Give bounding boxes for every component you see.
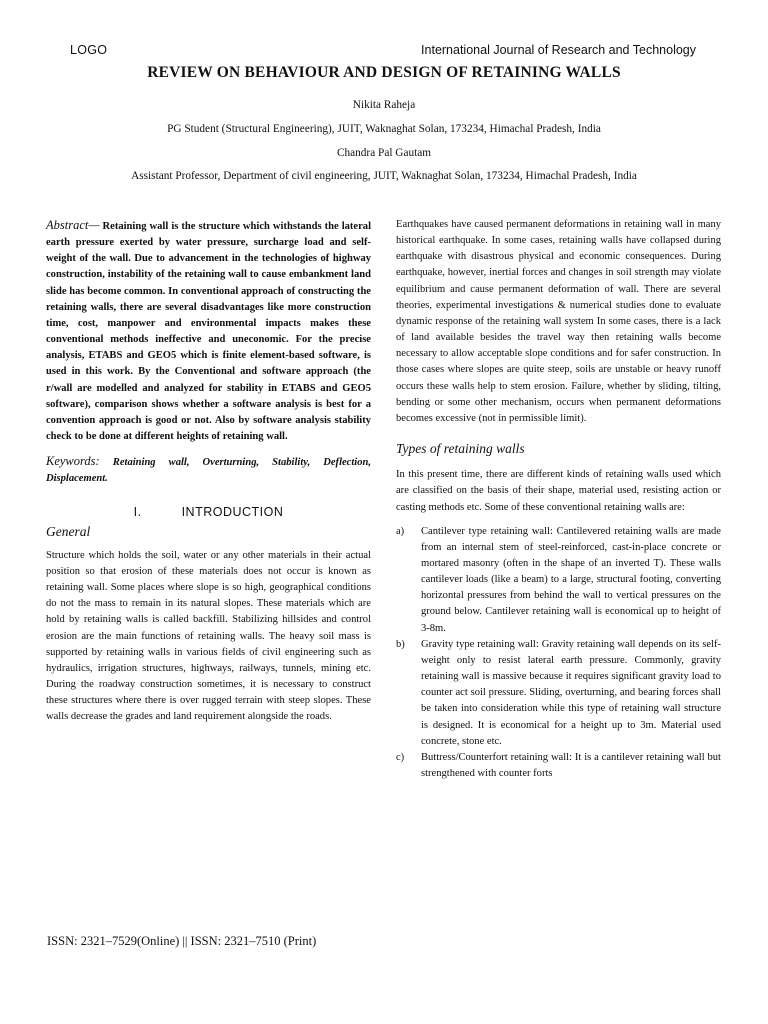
subheading-types-of-retaining-walls: Types of retaining walls (396, 441, 525, 457)
list-item (396, 524, 721, 637)
author-affiliation-2: Assistant Professor, Department of civil engineering, JUIT, Waknaghat Solan, 173234, Himachal Pradesh, India (131, 170, 637, 182)
list-item-text: Cantilever type retaining wall: Cantilevered retaining walls are made from an internal stem of steel-reinforced, cast-in-place concrete or mortared masonry (often in the shape of an inverted T). These walls cantilever loads (like a beam) to a large, structural footing, converting horizontal pressures from behind the wall to vertical pressures on the ground below. Cantilever retaining wall is economical up to height of 3-8m. (421, 525, 721, 634)
types-intro-paragraph: In this present time, there are different kinds of retaining walls used which are classified on the basis of their shape, material used, resisting action or casting methods etc. Some of these conventional retaining walls are: (396, 469, 721, 513)
subheading-general: General (46, 523, 91, 539)
header-logo: LOGO (70, 43, 108, 57)
footer-issn: ISSN: 2321–7529(Online) || ISSN: 2321–7510 (Print) (47, 934, 317, 948)
author-name-1: Nikita Raheja (352, 99, 416, 111)
list-item-text: Gravity type retaining wall: Gravity retaining wall depends on its self-weight only to resist lateral earth pressure. Commonly, gravity retaining wall is massive because it requires significant gravity load to counter act soil pressure. Sliding, overturning, and bearing forces shall be taken into consideration while this type of retaining wall structure is designed. It is economical for a height up to 3m. Material used concrete, stone etc. (421, 638, 721, 747)
section-heading-introduction (46, 504, 371, 520)
author-affiliation-1: PG Student (Structural Engineering), JUIT, Waknaghat Solan, 173234, Himachal Pradesh, India (167, 123, 601, 135)
list-marker: a) (396, 525, 405, 537)
list-item (396, 637, 721, 750)
author-name-2: Chandra Pal Gautam (336, 147, 432, 159)
right-column (396, 217, 721, 782)
paper-title: REVIEW ON BEHAVIOUR AND DESIGN OF RETAINING WALLS (147, 64, 621, 81)
keywords-label: Keywords: (46, 454, 100, 469)
list-marker: c) (396, 751, 405, 763)
list-item (396, 750, 721, 782)
abstract-label: Abstract— (46, 218, 100, 232)
list-marker: b) (396, 638, 405, 650)
left-column (46, 217, 371, 726)
keywords (46, 453, 371, 487)
retaining-wall-types-list (396, 524, 721, 783)
keywords-text: Retaining wall, Overturning, Stability, Deflection, Displacement. (46, 457, 371, 485)
introduction-paragraph: Structure which holds the soil, water or any other materials in their actual position so that erosion of these materials does not occur is known as retaining wall. Some places where slope is so high, geographical conditions do not the mass to remain in its natural slopes. These materials which are hold by retaining walls is called backfill. Stabilizing hillsides and control erosion are the main functions of retaining walls. The heavy soil mass is supported by retaining walls in various fields of civil engineering such as hydraulics, irrigation structures, highways, railways, tunnels, mining etc. During the roadway construction sometimes, it is necessary to construct these structures where there is over rugged terrain with steep slopes. These walls decrease the grades and land requirement alongside the roads. (46, 549, 371, 723)
header-journal-name: International Journal of Research and Technology (421, 43, 696, 57)
list-item-text: Buttress/Counterfort retaining wall: It is a cantilever retaining wall but strengthened with counter forts (421, 751, 721, 779)
section-title: INTRODUCTION (181, 504, 284, 519)
abstract (46, 217, 371, 445)
abstract-text: Retaining wall is the structure which withstands the lateral earth pressure exerted by water pressure, surcharge load and self-weight of the wall. Due to advancement in the technologies of highway construction, instability of the retaining wall to cause embankment land slide has become common. In conventional approach of constructing the retaining walls, there are several disadvantages like more construction time, cost, manpower and environmental impacts makes these conventional methods ineffective and uneconomic. For the precise analysis, ETABS and GEO5 which is finite element-based software, is used in this work. By the Conventional and software approach (the r/wall are modelled and analyzed for stability in ETABS and GEO5 software), comparison shows whether a software analysis is best for a convention approach is good or not. Also by software analysis stability check to be done at different heights of retaining wall. (46, 221, 371, 443)
earthquake-paragraph: Earthquakes have caused permanent deformations in retaining wall in many historical earthquake. In some cases, retaining walls have collapsed during earthquake with disastrous physical and economic consequences. During earthquake, however, inertial forces and changes in soil strength may violate equilibrium and cause permanent deformation of wall. There are several theories, experimental investigations & numerical studies done to evaluate dynamic response of the retaining wall system In some cases, there is a lack of land available besides the travel way then retaining walls become necessary to allow acceptable slope conditions and for safer construction. In those cases where slopes are quite steep, soils are unstable or heavy runoff occurs these walls help to stem erosion. Failure, whether by sliding, tilting, bending or some other mechanism, occurs when permanent deformations becomes excessive (not in permissible limit). (396, 219, 721, 424)
section-number: I. (133, 504, 142, 519)
